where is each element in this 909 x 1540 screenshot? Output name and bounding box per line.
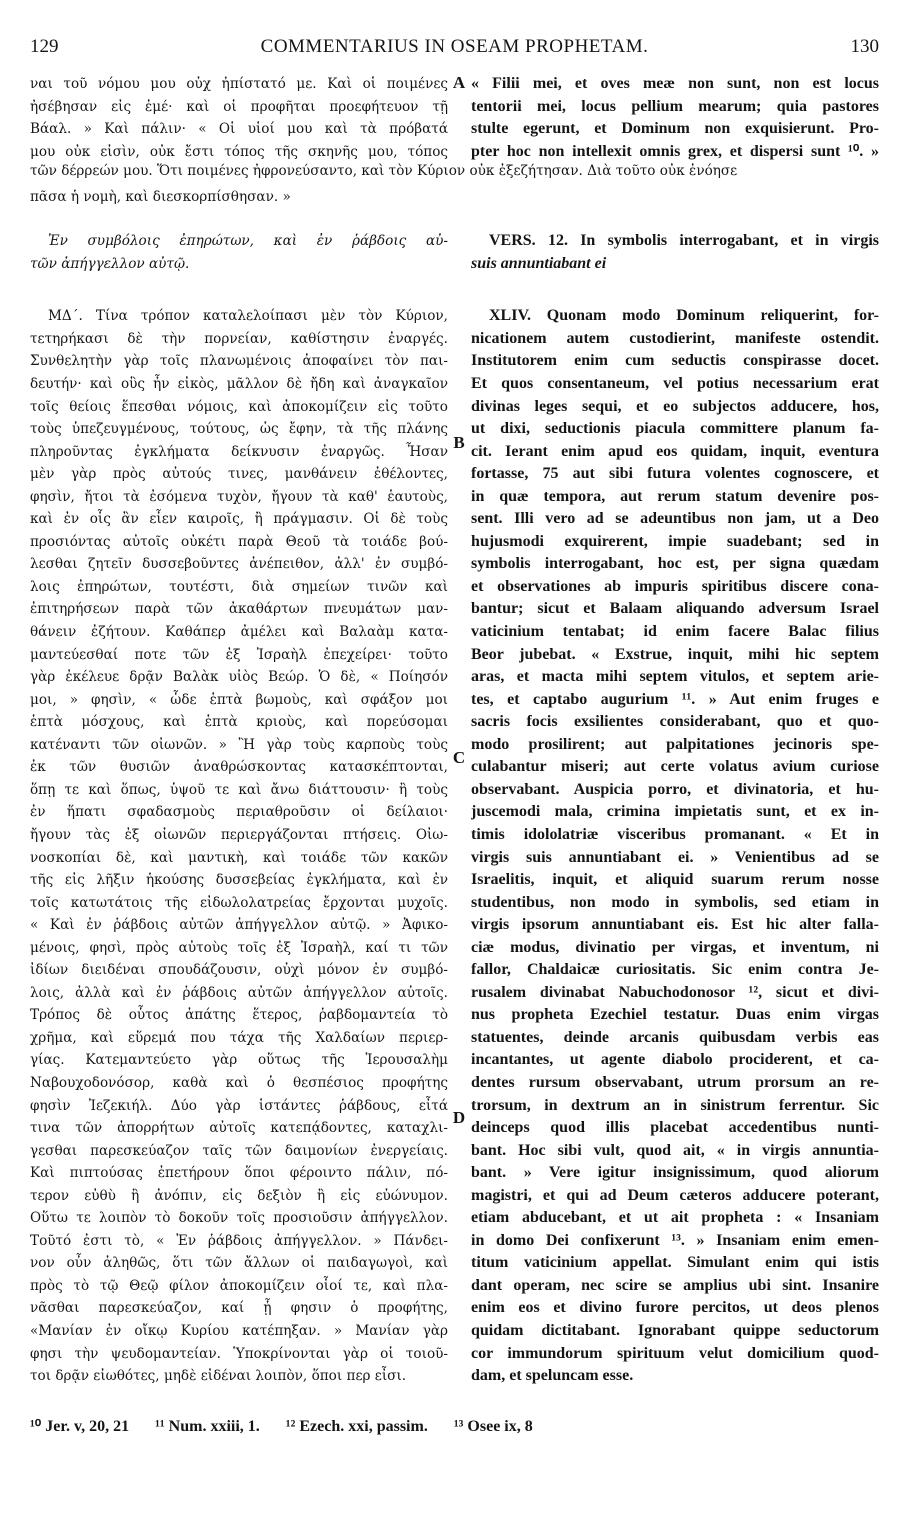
greek-line: ἠσέβησαν εἰς ἐμέ· καὶ οἱ προφῆται προεφήτευον τῇ: [30, 98, 448, 115]
greek-line: ἤγουν τὰς ἐξ οἰωνῶν περιεργάζονται πτήσεις. Οἰω-: [30, 826, 448, 843]
latin-line: timis idololatriæ visceribus promanant. « Et in: [471, 825, 879, 843]
greek-line: νον οὖν ἀληθῶς, ὅτι τῶν ἄλλων οἱ παιδαγωγοὶ, καὶ: [30, 1255, 448, 1272]
page-header: [30, 36, 879, 58]
footnote: ¹³ Osee ix, 8: [453, 1418, 533, 1435]
latin-line: incantantes, ut agente diabolo prociderent, et ca-: [471, 1051, 879, 1069]
latin-line: et observationes ab impuris spiritibus discere cona-: [471, 577, 879, 595]
latin-line: divinas leges sequi, et eo subjectos adducere, hos,: [471, 397, 879, 415]
latin-line: virgis ipsorum annuntiabant eis. Est hic alter falla-: [471, 916, 879, 934]
greek-line: θάνειν ἐζήτουν. Καθάπερ ἀμέλει καὶ Βαλαὰμ κατα-: [30, 624, 448, 641]
running-title: COMMENTARIUS IN OSEAM PROPHETAM.: [260, 36, 649, 57]
latin-line: magistri, et qui ad Deum cæteros adducere poterant,: [471, 1186, 879, 1204]
greek-line: καὶ ἐν οἷς ἂν εἶεν καιροῖς, ἢ πράγμασιν. Οἱ δὲ τοὺς: [30, 511, 448, 528]
page-number-left: 129: [30, 36, 59, 57]
latin-line: nicationem autem custodierint, manifeste ostendit.: [471, 329, 879, 347]
latin-line: fortasse, 75 aut sibi futura volentes cognoscere, et: [471, 465, 879, 483]
greek-line: κατέναντι τῶν οἰωνῶν. » Ἢ γὰρ τοὺς καρποὺς τοὺς: [30, 736, 448, 753]
latin-line: bant. Hoc sibi vult, quod ait, « in virgis annuntia-: [471, 1141, 879, 1159]
greek-line: τοι δρᾷν εἰωθότες, μηδὲ εἰδέναι λοιπὸν, ὅποι περ εἶσι.: [30, 1368, 407, 1385]
greek-line: πρὸς τὸ τῷ Θεῷ φίλον ἀποκομίζειν οἷοί τε, καὶ πλα-: [30, 1277, 448, 1294]
latin-column: [471, 73, 879, 1388]
spacer: [30, 275, 448, 305]
greek-line: τετηρήκασι δὲ τὴν πορνείαν, καθίστησιν ἐναργές.: [30, 330, 448, 347]
latin-line: trorsum, in dextrum an in sinistrum ferrentur. Sic: [471, 1096, 879, 1114]
greek-line: ἰδίων διειδέναι σπουδάζουσιν, οὐχὶ μόνον ἐν συμβό-: [30, 962, 448, 979]
latin-line: rusalem divinabat Nabuchodonosor ¹², sicut et divi-: [471, 983, 879, 1001]
latin-line: culabantur miseri; aut certe volatus avium curiose: [471, 758, 879, 776]
greek-line: πληροῦντας ἐγκλήματα δείκνυσιν ἐναργῶς. Ἦσαν: [30, 443, 448, 460]
latin-line: fallor, Chaldaicæ curiositatis. Sic enim contra Je-: [471, 961, 879, 979]
greek-line: μαντεύεσθαί ποτε τῶν ἐξ Ἰσραὴλ ἐπεχείρει· τοῦτο: [30, 646, 448, 663]
margin-marker-b: B: [453, 433, 465, 452]
latin-line: statuentes, deinde arcanis quibusdam verbis eas: [471, 1028, 879, 1046]
greek-line: Τρόπος δὲ οὗτος ἀπάτης ἕτερος, ῥαβδομαντεία τὸ: [30, 1007, 448, 1024]
greek-line: «Μανίαν ἐν οἴκῳ Κυρίου κατέπηξαν. » Μανίαν γὰρ: [30, 1322, 448, 1339]
spacer: [471, 275, 879, 305]
greek-line: ἑπτὰ μόσχους, καὶ ἑπτὰ κριοὺς, καὶ πορεύσομαι: [30, 714, 448, 731]
greek-line: χρῆμα, καὶ εὕρεμά που τάχα τῆς Χαλδαίων περιερ-: [30, 1029, 448, 1046]
margin-marker-d: D: [452, 1108, 466, 1127]
greek-line: τοῖς θείοις ἕπεσθαι νόμοις, καὶ ἀποκομίζειν εἰς τοῦτο: [30, 398, 448, 415]
latin-line: Et quos consentaneum, vel potius necessarium erat: [471, 375, 879, 393]
latin-line: pter hoc non intellexit omnis grex, et dispersi sunt ¹⁰. »: [471, 142, 879, 160]
greek-line: τοῖς κατωτάτοις τῆς εἰδωλολατρείας ἔρχονται μυχοῖς.: [30, 894, 448, 911]
latin-line: nus propheta Ezechiel testatur. Duas enim virgas: [471, 1006, 879, 1024]
greek-line: « Καὶ ἐν ῥάβδοις αὐτῶν ἀπήγγελλον αὐτῷ. » Ἀφικο-: [30, 917, 448, 934]
greek-line: Ναβουχοδονόσορ, καθὰ καὶ ὁ θεσπέσιος προφήτης: [30, 1074, 448, 1091]
latin-line: Institutorem enim cum seductis conspirasse docet.: [471, 352, 879, 370]
latin-line: cor immundorum spirituum velut domicilium quod-: [471, 1344, 879, 1362]
greek-line: μοι, » φησὶν, « ὧδε ἑπτὰ βωμοὺς, καὶ σφάξον μοι: [30, 691, 448, 708]
latin-lemma: suis annuntiabant ei: [471, 254, 607, 272]
greek-line: φησὶν, ἤτοι τὰ ἐσόμενα τυχὸν, ἤγουν τὰ καθ' ἑαυτοὺς,: [30, 488, 448, 505]
greek-line: λεσθαι ζητεῖν δυσσεβοῦντες ἀνέπειθον, ἀλλ' ἐν συμβό-: [30, 556, 448, 573]
latin-line: in domo Dei confixerunt ¹³. » Insaniam enim emen-: [471, 1231, 879, 1249]
latin-line: modo prosilirent; aut palpitationes jecinoris spe-: [471, 735, 879, 753]
latin-line: bantur; sicut et Balaam aliquando adversum Israel: [471, 600, 879, 618]
latin-line: quidam dictitabant. Ignorabant quippe seductorum: [471, 1321, 879, 1339]
latin-line: sent. Illi vero ad se adeuntibus non jam, ut a Deo: [471, 510, 879, 528]
latin-line: in quæ tempora, aut rerum statum devenire pos-: [471, 487, 879, 505]
spanning-line: τῶν δέρρεών μου. Ὅτι ποιμένες ἠφρονεύσαντο, καὶ τὸν Κύριον οὐκ ἐξεζήτησαν. Διὰ τοῦτο οὐκ ἐνόησε: [30, 163, 738, 179]
greek-line: μὲν γὰρ πρὸς αὐτούς τινες, μανθάνειν ἐθέλοντες,: [30, 466, 448, 483]
latin-line: ut dixi, seductionis piacula committere planum fa-: [471, 420, 879, 438]
greek-line: ναι τοῦ νόμου μου οὐχ ἠπίστατό με. Καὶ οἱ ποιμένες: [30, 76, 448, 92]
greek-line: γὰρ ἐκέλευε δρᾷν Βαλὰκ υἱὸς Βεώρ. Ὁ δὲ, « Ποίησόν: [30, 669, 448, 686]
greek-line: ΜΔ΄. Τίνα τρόπον καταλελοίπασι μὲν τὸν Κύριον,: [48, 308, 448, 325]
greek-line: δευτήν· καὶ οὓς ἦν εἰκὸς, μᾶλλον δὲ ἤδη καὶ ἀναγκαῖον: [30, 376, 448, 393]
greek-body: [30, 305, 448, 1387]
latin-line: « Filii mei, et oves meæ non sunt, non est locus: [471, 75, 879, 92]
latin-body: [471, 305, 879, 1387]
latin-line: hujusmodi exquirerent, impie suadebant; sed in: [471, 532, 879, 550]
greek-line: φησι τὴν ψευδομαντείαν. Ὑποκρίνονται γὰρ οἱ τοιοῦ-: [30, 1345, 448, 1362]
latin-line: deinceps quod illis placebat accedentibus nunti-: [471, 1119, 879, 1137]
latin-line: titum vaticinium appellat. Simulant enim qui istis: [471, 1254, 879, 1272]
latin-line: Beor jubebat. « Exstrue, inquit, mihi hic septem: [471, 645, 879, 663]
latin-line: dam, et speluncam esse.: [471, 1367, 634, 1385]
latin-line: Israelitis, inquit, et aliquid suarum rerum nosse: [471, 871, 879, 889]
greek-line: γίας. Κατεμαντεύετο γὰρ οὕτως τῆς Ἱερουσαλὴμ: [30, 1052, 448, 1069]
greek-lemma: Ἐν συμβόλοις ἐπηρώτων, καὶ ἐν ῥάβδοις αὐ-: [48, 233, 448, 250]
latin-line-spacer: [471, 186, 879, 209]
latin-line: dant operam, nec scire se amplius ubi sint. Insanire: [471, 1276, 879, 1294]
greek-line: τερον εὐθὺ ἢ ἀνόπιν, εἰς δεξιὸν ἢ εἰς εὐώνυμον.: [30, 1187, 448, 1204]
latin-line: aras, et macta mihi septem vitulos, et septem arie-: [471, 668, 879, 686]
latin-line: bant. » Vere igitur insignissimum, quod aliorum: [471, 1164, 879, 1182]
latin-line: sacris focis exsilientes considerabant, quo et quo-: [471, 713, 879, 731]
greek-line: ὅπῃ τε καὶ ὅπως, ὑψοῦ τε καὶ ἄνω διάττουσιν· ἢ τοὺς: [30, 781, 448, 798]
greek-line: τινα τῶν ἀπορρήτων αὐτοῖς κατεπᾴδοντες, καταχλι-: [30, 1120, 448, 1137]
greek-line: πᾶσα ἡ νομὴ, καὶ διεσκορπίσθησαν. »: [30, 188, 291, 205]
greek-line: μου οὐκ εἰσὶν, οὐκ ἔστι τόπος τῆς σκηνῆς μου, τόπος: [30, 143, 448, 160]
footnote: ¹⁰ Jer. v, 20, 21: [30, 1418, 130, 1435]
greek-line: Βάαλ. » Καὶ πάλιν· « Οἱ υἱοί μου καὶ τὰ πρόβατά: [30, 121, 448, 138]
latin-line: tentorii mei, locus pellium mearum; quia pastores: [471, 97, 879, 115]
latin-line: XLIV. Quonam modo Dominum reliquerint, for-: [489, 307, 879, 325]
latin-line: enim eos et divino furore percitos, ut deos plenos: [471, 1299, 879, 1317]
greek-line: τοὺς ὑπεζευγμένους, τούτους, ὡς ἔφην, τὰ τῆς πλάνης: [30, 421, 448, 438]
greek-line: λοις, ἀλλὰ καὶ ἐν ῥάβδοις αὐτῶν ἀπήγγελλον αὐτοῖς.: [30, 984, 448, 1001]
greek-line: Οὕτω τε λοιπὸν τὸ δοκοῦν τοῖς προσιοῦσιν ἀπήγγελλον.: [30, 1210, 448, 1227]
latin-line: dentes rursum observabant, utrum prorsum an re-: [471, 1073, 879, 1091]
greek-lemma: τῶν ἀπήγγελλον αὐτῷ.: [30, 255, 190, 272]
greek-line: γεσθαι παρεσκεύαζον ταῖς τῶν δαιμονίων ἐνεργείαις.: [30, 1142, 448, 1159]
latin-line: etiam abducebant, et ut ait propheta : « Insaniam: [471, 1209, 879, 1227]
greek-line: Καὶ πιπτούσας ἐπετήρουν ὅποι φέροιντο πάλιν, πό-: [30, 1165, 448, 1182]
greek-line: νᾶσθαι παρεσκεύαζον, καί ᾗ φησιν ὁ προφήτης,: [30, 1300, 448, 1317]
latin-lemma: VERS. 12. In symbolis interrogabant, et in virgis: [489, 232, 879, 250]
page-number-right: 130: [850, 36, 879, 57]
greek-line: Συνθελητὴν γὰρ τοῖς πλανωμένοις ἀποφαίνει τὸν παι-: [30, 353, 448, 370]
margin-marker-a: A: [452, 73, 466, 92]
footnote: ¹¹ Num. xxiii, 1.: [155, 1418, 260, 1435]
footnote: ¹² Ezech. xxi, passim.: [285, 1418, 428, 1435]
latin-line: ciæ modus, divinatio per virgas, et inventum, ni: [471, 938, 879, 956]
greek-line: μένοις, φησὶ, πρὸς αὐτοὺς τοῖς ἐξ Ἰσραὴλ, καί τι τῶν: [30, 939, 448, 956]
footnotes: [30, 1416, 879, 1436]
margin-marker-c: C: [452, 748, 466, 767]
greek-line: Τοῦτό ἐστι τὸ, « Ἐν ῥάβδοις ἀπήγγελλον. » Πάνδει-: [30, 1232, 448, 1249]
latin-line: cit. Ierant enim apud eos quidam, inquit, eventura: [471, 442, 879, 460]
greek-line: ἐν ἥπατι σφαδασμοὺς περιαθροῦσιν οἱ δείλαιοι·: [30, 804, 448, 821]
greek-line: προσιόντας αὐτοῖς οὐκέτι παρὰ Θεοῦ τὰ τοιάδε βού-: [30, 533, 448, 550]
latin-line: symbolis interrogabant, hoc est, per signa quædam: [471, 555, 879, 573]
greek-line: νοσκοπίαι δὲ, καὶ μαντικὴ, καὶ τοιάδε τῶν κακῶν: [30, 849, 448, 866]
greek-line: λοις ἐπηρώτων, τουτέστι, διὰ σημείων τινῶν καὶ: [30, 578, 448, 595]
greek-line: τῆς εἰς λῆξιν ἡκούσης δυσσεβείας ἐγκλήματα, καὶ ἐν: [30, 872, 448, 889]
latin-line: juscemodi mala, crimina impietatis sunt, et ex in-: [471, 803, 879, 821]
greek-column: [30, 73, 448, 1388]
greek-line: ἐπιτηρήσεων παρὰ τῶν ἀκαθάρτων πνευμάτων μαν-: [30, 601, 448, 618]
latin-line: vaticinium tentabat; id enim facere Balac filius: [471, 623, 879, 641]
latin-line-spacer: [471, 163, 879, 186]
latin-line: tes, et captabo augurium ¹¹. » Aut enim fruges e: [471, 690, 879, 708]
latin-line: observabant. Auspicia porro, et divinatoria, et hu-: [471, 780, 879, 798]
latin-line: virgis suis annuntiabant ei. » Venientibus ad se: [471, 848, 879, 866]
spacer: [471, 208, 879, 230]
spacer: [30, 208, 448, 230]
latin-line: stulte egerunt, et Dominum non exquisierunt. Pro-: [471, 120, 879, 138]
latin-line: studentibus, non modo in symbolis, sed etiam in: [471, 893, 879, 911]
greek-line: ἐκ τῶν θυσιῶν ἀναθρώσκοντας κατασκέπτονται,: [30, 759, 448, 776]
greek-line: φησὶν Ἰεζεκιήλ. Δύο γὰρ ἱστάντες ῥάβδους, εἶτά: [30, 1097, 448, 1114]
